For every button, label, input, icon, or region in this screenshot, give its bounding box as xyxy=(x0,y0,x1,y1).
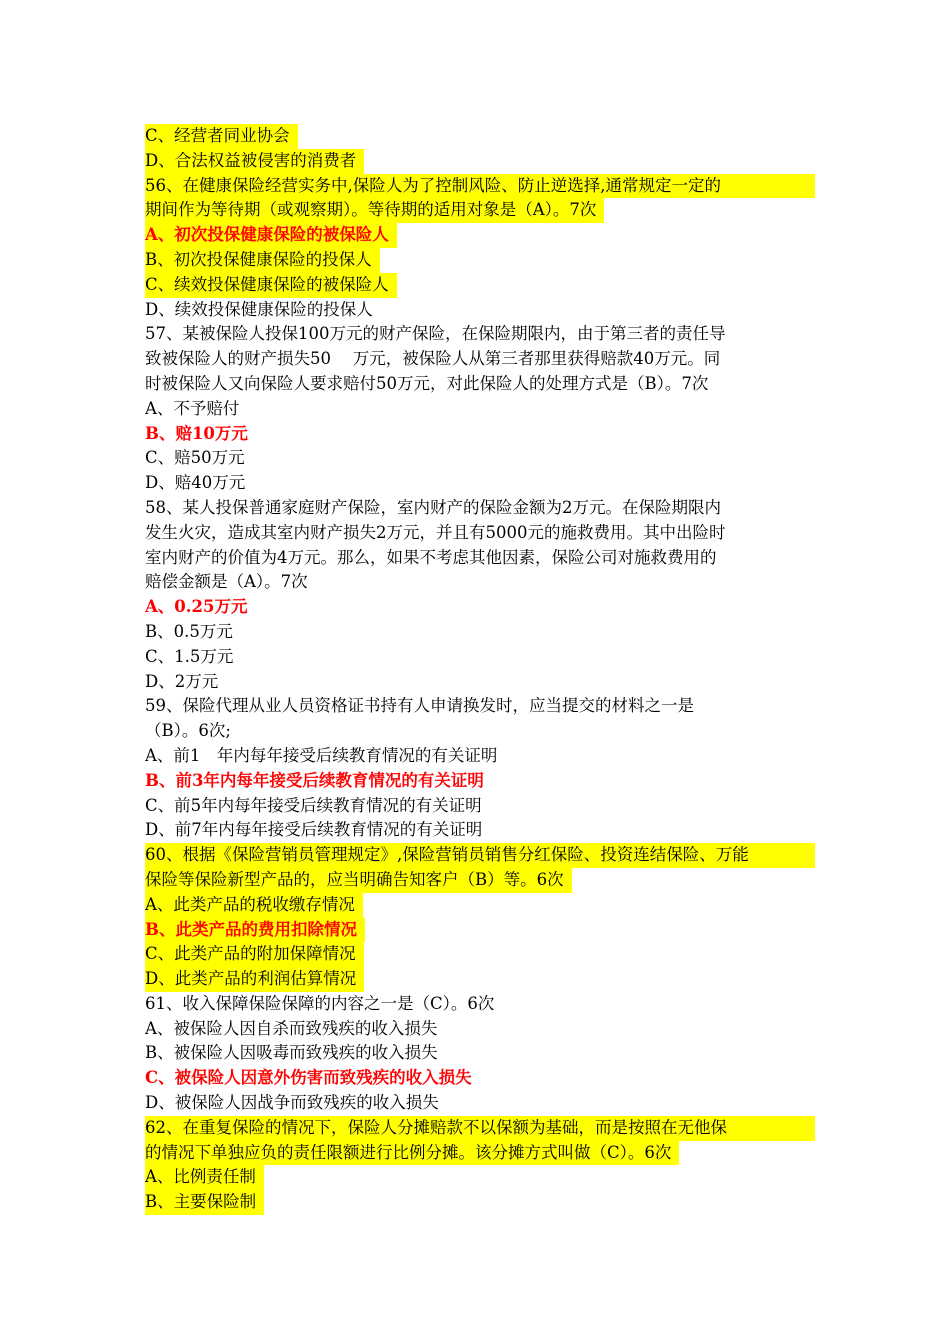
line-text: C、经营者同业协会 xyxy=(145,124,298,149)
text-line xyxy=(145,1066,815,1091)
line-text: 室内财产的价值为4万元。那么，如果不考虑其他因素，保险公司对施救费用的 xyxy=(145,547,717,567)
answer-option: C、被保险人因意外伤害而致残疾的收入损失 xyxy=(145,1068,472,1088)
line-text: B、主要保险制 xyxy=(145,1190,264,1215)
line-text: D、被保险人因战争而致残疾的收入损失 xyxy=(145,1093,439,1113)
text-line xyxy=(145,992,815,1017)
line-text: D、2万元 xyxy=(145,671,219,691)
answer-option: B、此类产品的费用扣除情况 xyxy=(145,918,365,943)
text-line xyxy=(145,248,815,273)
line-text: A、前1 年内每年接受后续教育情况的有关证明 xyxy=(145,745,498,765)
line-text: B、0.5万元 xyxy=(145,621,233,641)
line-text: 保险等保险新型产品的，应当明确告知客户（B）等。6次 xyxy=(145,868,572,893)
line-text: A、被保险人因自杀而致残疾的收入损失 xyxy=(145,1018,438,1038)
text-line xyxy=(145,372,815,397)
line-text: C、1.5万元 xyxy=(145,646,234,666)
text-line xyxy=(145,347,815,372)
line-text: （B）。6次; xyxy=(145,721,231,741)
line-text: 60、根据《保险营销员管理规定》,保险营销员销售分红保险、投资连结保险、万能 xyxy=(145,843,815,868)
line-text: C、赔50万元 xyxy=(145,448,245,468)
line-text: 赔偿金额是（A）。7次 xyxy=(145,572,308,592)
text-line xyxy=(145,298,815,323)
answer-option: B、前3年内每年接受后续教育情况的有关证明 xyxy=(145,770,484,790)
line-text: 56、在健康保险经营实务中,保险人为了控制风险、防止逆选择,通常规定一定的 xyxy=(145,174,815,199)
text-line xyxy=(145,942,815,967)
line-text: D、此类产品的利润估算情况 xyxy=(145,967,364,992)
line-text: 期间作为等待期（或观察期）。等待期的适用对象是（A）。7次 xyxy=(145,198,604,223)
text-line xyxy=(145,149,815,174)
line-text: 的情况下单独应负的责任限额进行比例分摊。该分摊方式叫做（C）。6次 xyxy=(145,1141,679,1166)
question-list xyxy=(145,124,815,1215)
line-text: 发生火灾，造成其室内财产损失2万元，并且有5000元的施救费用。其中出险时 xyxy=(145,522,726,542)
line-text: 62、在重复保险的情况下，保险人分摊赔款不以保额为基础，而是按照在无他保 xyxy=(145,1116,815,1141)
line-text: D、续效投保健康保险的投保人 xyxy=(145,299,373,319)
text-line xyxy=(145,1141,815,1166)
line-text: C、续效投保健康保险的被保险人 xyxy=(145,273,397,298)
text-line xyxy=(145,496,815,521)
line-text: A、不予赔付 xyxy=(145,398,240,418)
line-text: C、此类产品的附加保障情况 xyxy=(145,942,364,967)
text-line xyxy=(145,794,815,819)
answer-option: A、初次投保健康保险的被保险人 xyxy=(145,223,397,248)
line-text: D、赔40万元 xyxy=(145,473,246,493)
text-line xyxy=(145,595,815,620)
text-line xyxy=(145,893,815,918)
line-text: C、前5年内每年接受后续教育情况的有关证明 xyxy=(145,795,482,815)
text-line xyxy=(145,446,815,471)
document-page xyxy=(145,124,815,1215)
text-line xyxy=(145,967,815,992)
line-text: 时被保险人又向保险人要求赔付50万元，对此保险人的处理方式是（B）。7次 xyxy=(145,373,709,393)
text-line xyxy=(145,521,815,546)
text-line xyxy=(145,719,815,744)
text-line xyxy=(145,818,815,843)
text-line xyxy=(145,223,815,248)
line-text: A、此类产品的税收缴存情况 xyxy=(145,893,363,918)
text-line xyxy=(145,1017,815,1042)
text-line xyxy=(145,694,815,719)
text-line xyxy=(145,1041,815,1066)
line-text: B、被保险人因吸毒而致残疾的收入损失 xyxy=(145,1043,438,1063)
text-line xyxy=(145,1190,815,1215)
text-line xyxy=(145,620,815,645)
text-line xyxy=(145,322,815,347)
text-line xyxy=(145,918,815,943)
line-text: D、合法权益被侵害的消费者 xyxy=(145,149,364,174)
text-line xyxy=(145,744,815,769)
line-text: 57、某被保险人投保100万元的财产保险，在保险期限内，由于第三者的责任导 xyxy=(145,324,726,344)
text-line xyxy=(145,769,815,794)
text-line xyxy=(145,570,815,595)
line-text: 致被保险人的财产损失50 万元，被保险人从第三者那里获得赔款40万元。同 xyxy=(145,349,721,369)
answer-option: B、赔10万元 xyxy=(145,423,248,443)
answer-option: A、0.25万元 xyxy=(145,597,248,617)
text-line xyxy=(145,843,815,868)
text-line xyxy=(145,645,815,670)
text-line xyxy=(145,471,815,496)
text-line xyxy=(145,198,815,223)
line-text: 59、保险代理从业人员资格证书持有人申请换发时，应当提交的材料之一是 xyxy=(145,696,694,716)
line-text: A、比例责任制 xyxy=(145,1165,264,1190)
text-line xyxy=(145,546,815,571)
text-line xyxy=(145,868,815,893)
text-line xyxy=(145,124,815,149)
text-line xyxy=(145,422,815,447)
text-line xyxy=(145,273,815,298)
text-line xyxy=(145,397,815,422)
line-text: 61、收入保障保险保障的内容之一是（C）。6次 xyxy=(145,993,495,1013)
line-text: B、初次投保健康保险的投保人 xyxy=(145,248,380,273)
text-line xyxy=(145,1091,815,1116)
text-line xyxy=(145,174,815,199)
line-text: 58、某人投保普通家庭财产保险，室内财产的保险金额为2万元。在保险期限内 xyxy=(145,497,721,517)
text-line xyxy=(145,1116,815,1141)
text-line xyxy=(145,670,815,695)
line-text: D、前7年内每年接受后续教育情况的有关证明 xyxy=(145,820,483,840)
text-line xyxy=(145,1165,815,1190)
